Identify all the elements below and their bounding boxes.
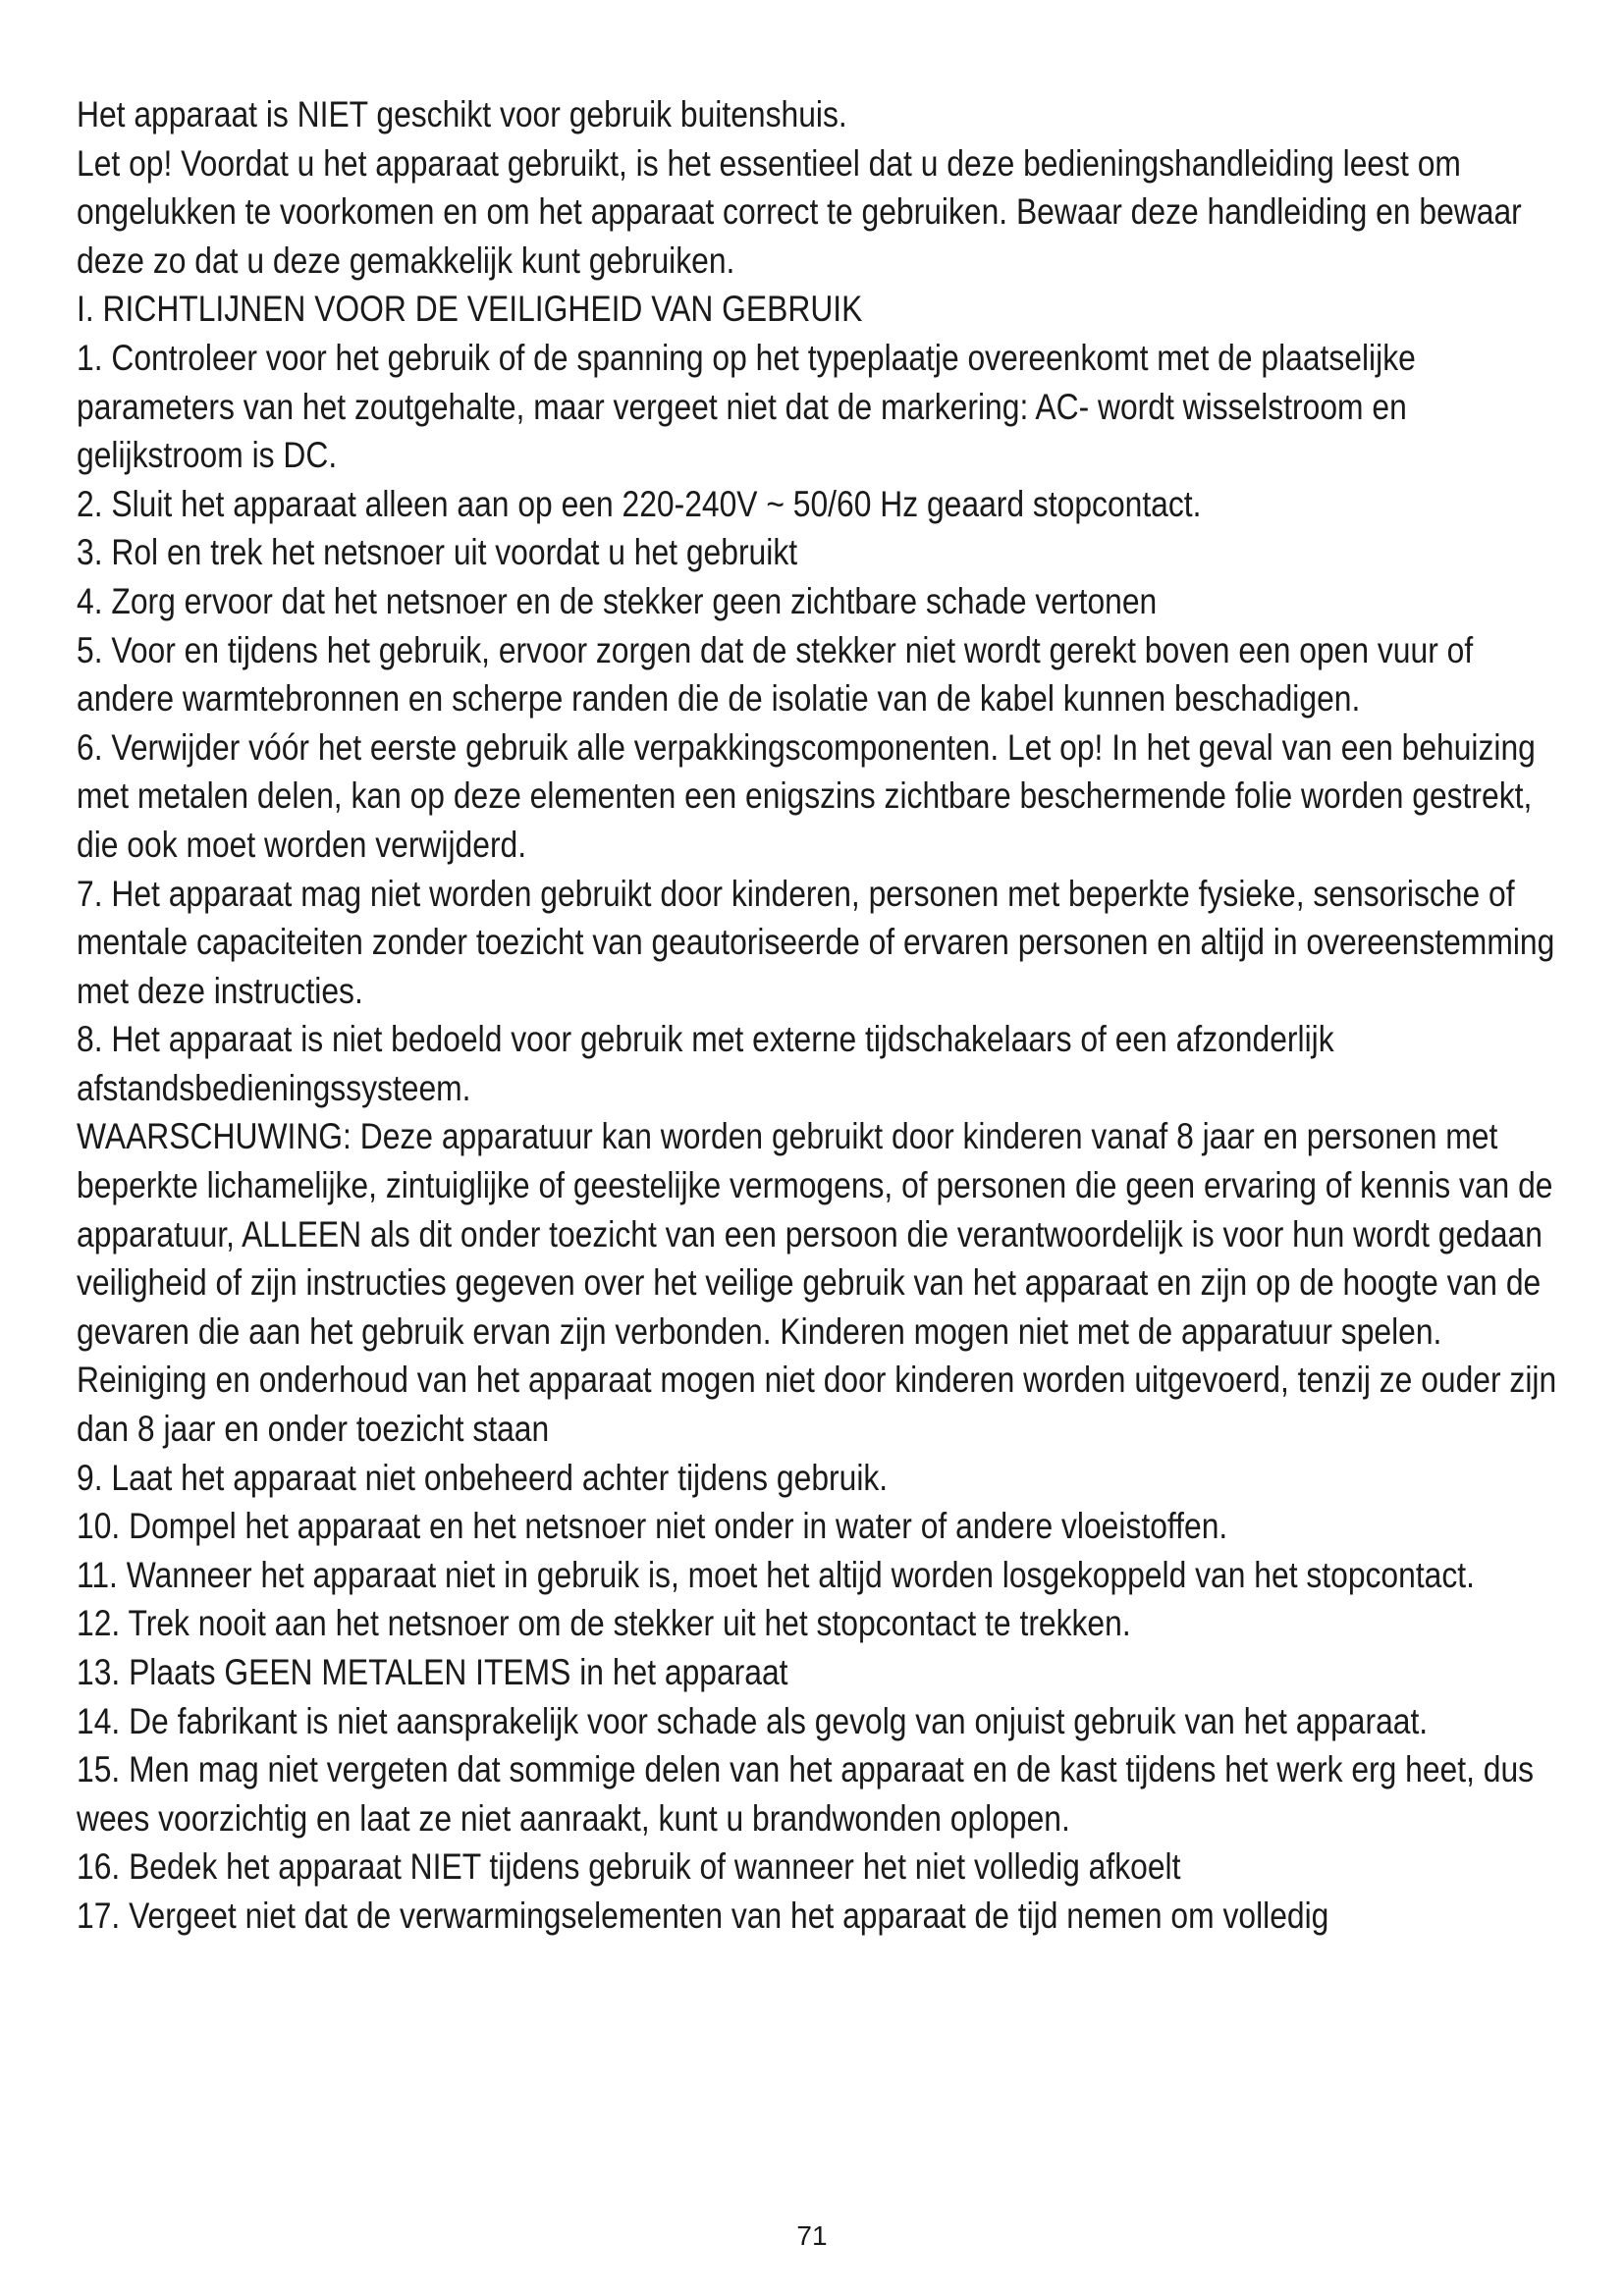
list-item: 15. Men mag niet vergeten dat sommige delen van het apparaat en de kast tijdens het werk erg heet, dus wees voorzichtig en laat ze niet aanraakt, kunt u brandwonden oplopen. bbox=[77, 1749, 1535, 1839]
paragraph-read-manual: Let op! Voordat u het apparaat gebruikt, is het essentieel dat u deze bedieningshandleiding leest om ongelukken te voorkomen en om het apparaat correct te gebruiken. Bewaar deze handleiding en bewaar deze zo dat u deze gemakkelijk kunt gebruiken. bbox=[77, 142, 1522, 281]
list-item: 4. Zorg ervoor dat het netsnoer en de stekker geen zichtbare schade vertonen bbox=[77, 580, 1158, 621]
list-item: 11. Wanneer het apparaat niet in gebruik is, moet het altijd worden losgekoppeld van het stopcontact. bbox=[77, 1554, 1475, 1595]
list-item: 7. Het apparaat mag niet worden gebruikt door kinderen, personen met beperkte fysieke, sensorische of mentale capaciteiten zonder toezicht van geautoriseerde of ervaren personen en altijd in overeenstemming met deze instructies. bbox=[77, 873, 1555, 1011]
list-item: 13. Plaats GEEN METALEN ITEMS in het apparaat bbox=[77, 1652, 788, 1692]
list-item: 3. Rol en trek het netsnoer uit voordat u het gebruikt bbox=[77, 532, 798, 573]
list-item: 14. De fabrikant is niet aansprakelijk voor schade als gevolg van onjuist gebruik van het apparaat. bbox=[77, 1700, 1429, 1741]
list-item: 17. Vergeet niet dat de verwarmingselementen van het apparaat de tijd nemen om volledig bbox=[77, 1895, 1329, 1936]
page-number: 71 bbox=[796, 2220, 828, 2251]
list-item: 2. Sluit het apparaat alleen aan op een 220-240V ~ 50/60 Hz geaard stopcontact. bbox=[77, 483, 1202, 524]
list-item: 1. Controleer voor het gebruik of de spanning op het typeplaatje overeenkomt met de plaatselijke parameters van het zoutgehalte, maar vergeet niet dat de markering: AC- wordt wisselstroom en gelijkstroom is DC. bbox=[77, 337, 1416, 476]
section-title: I. RICHTLIJNEN VOOR DE VEILIGHEID VAN GEBRUIK bbox=[77, 289, 863, 330]
warning-paragraph: WAARSCHUWING: Deze apparatuur kan worden gebruikt door kinderen vanaf 8 jaar en personen met beperkte lichamelijke, zintuiglijke of geestelijke vermogens, of personen die geen ervaring of kennis van de apparatuur, ALLEEN als dit onder toezicht van een persoon die verantwoordelijk is voor hun wordt gedaan veiligheid of zijn instructies gegeven over het veilige gebruik van het apparaat en zijn op de hoogte van de gevaren die aan het gebruik ervan zijn verbonden. Kinderen mogen niet met de apparatuur spelen. Reiniging en onderhoud van het apparaat mogen niet door kinderen worden uitgevoerd, tenzij ze ouder zijn dan 8 jaar en onder toezicht staan bbox=[77, 1116, 1557, 1450]
list-item: 6. Verwijder vóór het eerste gebruik alle verpakkingscomponenten. Let op! In het geval van een behuizing met metalen delen, kan op deze elementen een enigszins zichtbare beschermende folie worden gestrekt, die ook moet worden verwijderd. bbox=[77, 726, 1536, 865]
list-item: 9. Laat het apparaat niet onbeheerd achter tijdens gebruik. bbox=[77, 1457, 889, 1498]
list-item: 12. Trek nooit aan het netsnoer om de stekker uit het stopcontact te trekken. bbox=[77, 1603, 1131, 1644]
list-item: 8. Het apparaat is niet bedoeld voor gebruik met externe tijdschakelaars of een afzonderlijk afstandsbedieningssysteem. bbox=[77, 1019, 1334, 1108]
list-item: 16. Bedek het apparaat NIET tijdens gebruik of wanneer het niet volledig afkoelt bbox=[77, 1846, 1181, 1888]
manual-page-text bbox=[77, 90, 1565, 1941]
list-item: 5. Voor en tijdens het gebruik, ervoor zorgen dat de stekker niet wordt gerekt boven een open vuur of andere warmtebronnen en scherpe randen die de isolatie van de kabel kunnen beschadigen. bbox=[77, 629, 1474, 720]
list-item: 10. Dompel het apparaat en het netsnoer niet onder in water of andere vloeistoffen. bbox=[77, 1506, 1228, 1547]
paragraph-outdoor-warning: Het apparaat is NIET geschikt voor gebruik buitenshuis. bbox=[77, 94, 847, 134]
